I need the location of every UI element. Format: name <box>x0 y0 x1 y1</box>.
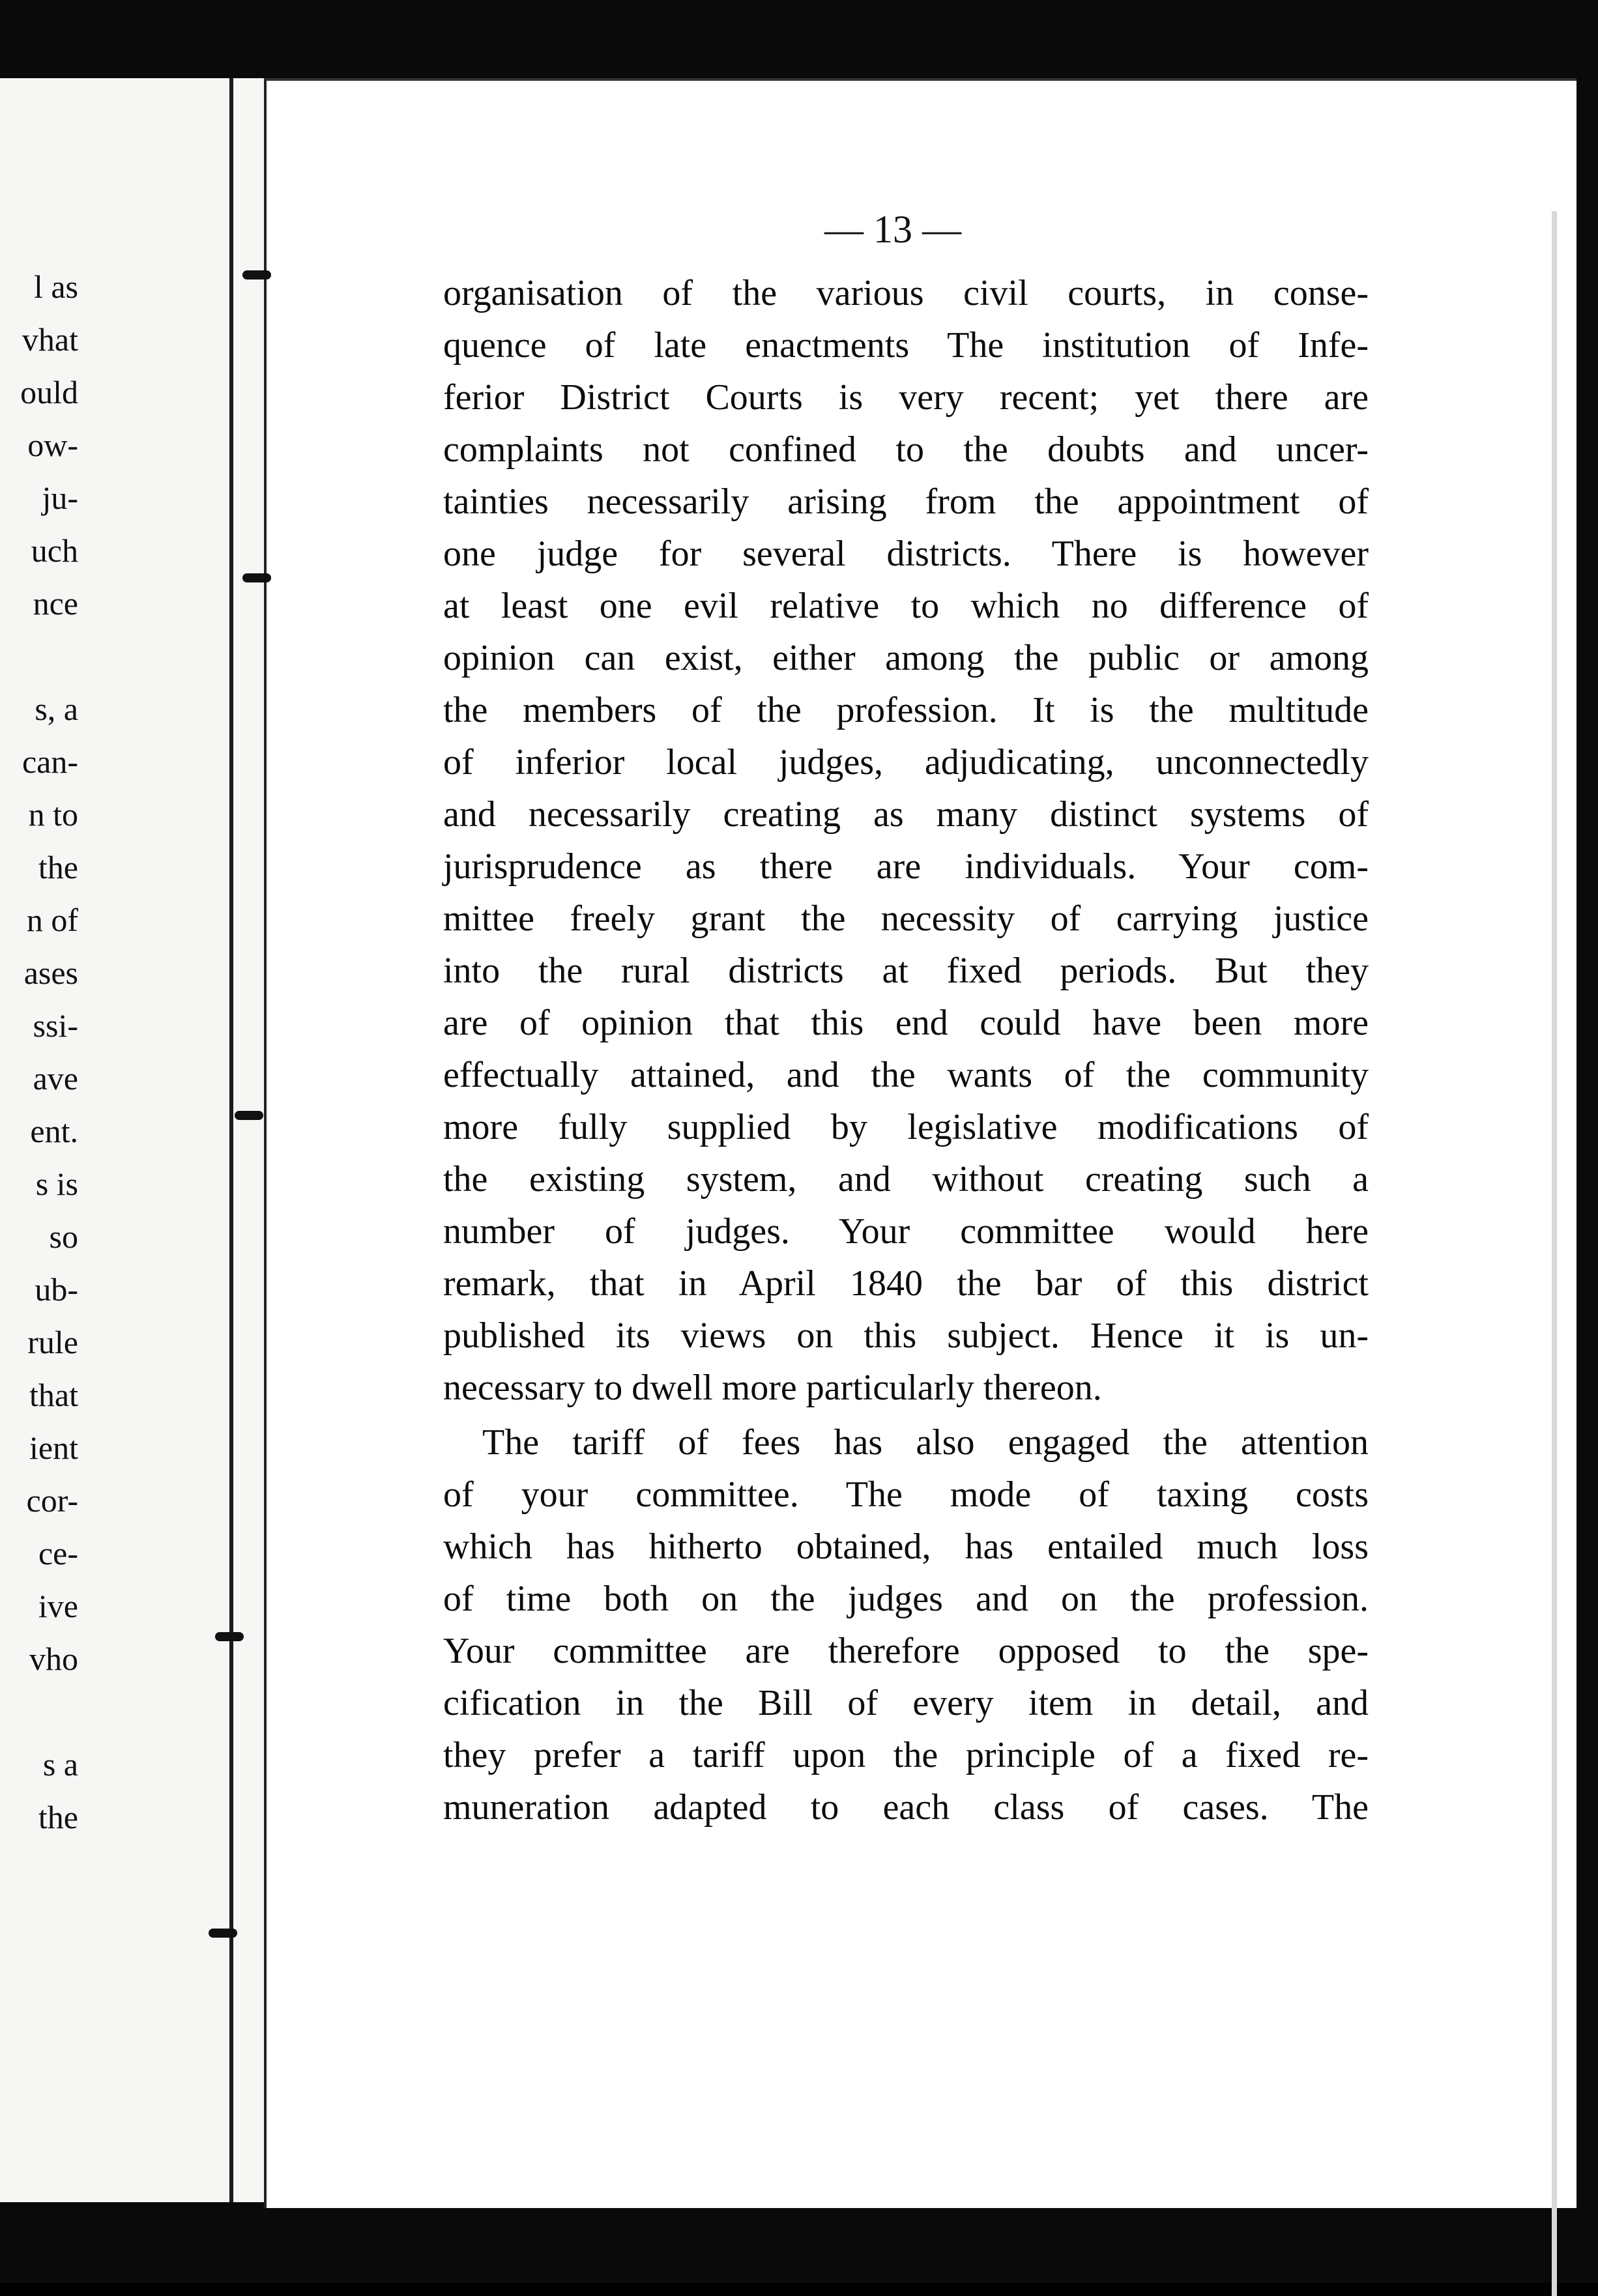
text-line: they prefer a tariff upon the principle of a fixed re- <box>443 1735 1369 1775</box>
stitch-mark <box>215 1632 244 1641</box>
book-spine <box>229 78 233 2202</box>
text-line: of time both on the judges and on the profession. <box>443 1579 1369 1619</box>
text-line: tainties necessarily arising from the appointment of <box>443 481 1369 522</box>
text-line: Your committee are therefore opposed to the spe- <box>443 1631 1369 1671</box>
page-number: — 13 — <box>824 208 961 251</box>
left-page-line-fragment: that <box>29 1377 78 1413</box>
left-page-line-fragment: vhat <box>22 321 78 358</box>
left-page-line-fragment: the <box>38 1799 78 1835</box>
text-line: complaints not confined to the doubts and uncer- <box>443 429 1369 470</box>
text-line: mittee freely grant the necessity of carrying justice <box>443 898 1369 939</box>
text-line: The tariff of fees has also engaged the attention <box>482 1422 1369 1463</box>
left-page-line-fragment: ient <box>29 1429 78 1466</box>
left-page-line-fragment: n of <box>26 902 78 938</box>
text-line: opinion can exist, either among the public or among <box>443 638 1369 678</box>
left-page-line-fragment: can- <box>22 743 78 780</box>
left-page-line-fragment: uch <box>31 532 78 569</box>
left-page-line-fragment: s a <box>42 1746 78 1783</box>
stitch-mark <box>242 270 271 280</box>
stitch-mark <box>235 1111 263 1120</box>
text-line: which has hitherto obtained, has entailed much loss <box>443 1527 1369 1567</box>
text-line: at least one evil relative to which no difference of <box>443 586 1369 626</box>
left-page-line-fragment: ent. <box>30 1113 78 1149</box>
left-page-line-fragment: n to <box>28 796 78 833</box>
left-page-line-fragment: ssi- <box>33 1007 78 1044</box>
left-page-line-fragment: cor- <box>26 1482 78 1519</box>
left-page-line-fragment: ub- <box>35 1271 78 1308</box>
stitch-mark <box>209 1929 237 1938</box>
left-page-line-fragment: l as <box>33 268 78 305</box>
text-line: the existing system, and without creating such a <box>443 1159 1369 1199</box>
text-line: remark, that in April 1840 the bar of this district <box>443 1263 1369 1304</box>
left-page-line-fragment: the <box>38 849 78 885</box>
text-line: muneration adapted to each class of cases. The <box>443 1787 1369 1828</box>
left-page-line-fragment: s, a <box>35 691 78 727</box>
left-page-line-fragment: ju- <box>42 480 78 516</box>
left-page-line-fragment: ive <box>38 1588 78 1624</box>
text-line: published its views on this subject. Hence it is un- <box>443 1315 1369 1356</box>
text-line: of inferior local judges, adjudicating, unconnectedly <box>443 742 1369 782</box>
left-page-line-fragment: nce <box>33 585 78 622</box>
page-body-text <box>443 267 1369 1833</box>
text-line: the members of the profession. It is the multitude <box>443 690 1369 730</box>
stitch-mark <box>242 573 271 582</box>
text-line: are of opinion that this end could have been more <box>443 1003 1369 1043</box>
text-line: one judge for several districts. There is however <box>443 534 1369 574</box>
left-page-line-fragment <box>0 630 78 683</box>
text-line: cification in the Bill of every item in detail, and <box>443 1683 1369 1723</box>
text-line: of your committee. The mode of taxing costs <box>443 1474 1369 1515</box>
left-page-line-fragment: ow- <box>27 427 78 463</box>
text-line: effectually attained, and the wants of the community <box>443 1055 1369 1095</box>
text-line: organisation of the various civil courts, in conse- <box>443 273 1369 313</box>
left-page-line-fragments <box>0 261 78 1844</box>
left-page-line-fragment: so <box>49 1218 78 1255</box>
text-line: more fully supplied by legislative modifications of <box>443 1107 1369 1147</box>
text-line: necessary to dwell more particularly thereon. <box>443 1368 1102 1408</box>
text-line: quence of late enactments The institution of Infe- <box>443 325 1369 366</box>
left-page-line-fragment <box>0 1686 78 1738</box>
text-line: number of judges. Your committee would here <box>443 1211 1369 1252</box>
left-page-line-fragment: rule <box>27 1324 78 1360</box>
text-line: and necessarily creating as many distinct systems of <box>443 794 1369 835</box>
left-page-line-fragment: ce- <box>38 1535 78 1571</box>
text-line: ferior District Courts is very recent; yet there are <box>443 377 1369 418</box>
page-edge <box>1552 211 1557 2296</box>
text-line: jurisprudence as there are individuals. Your com- <box>443 846 1369 887</box>
text-line: into the rural districts at fixed periods. But they <box>443 951 1369 991</box>
left-page-line-fragment: s is <box>35 1166 78 1202</box>
left-page-line-fragment: vho <box>29 1641 78 1677</box>
left-page-line-fragment: ave <box>33 1060 78 1097</box>
left-page-line-fragment: ases <box>23 954 78 991</box>
left-page-line-fragment: ould <box>20 374 78 410</box>
